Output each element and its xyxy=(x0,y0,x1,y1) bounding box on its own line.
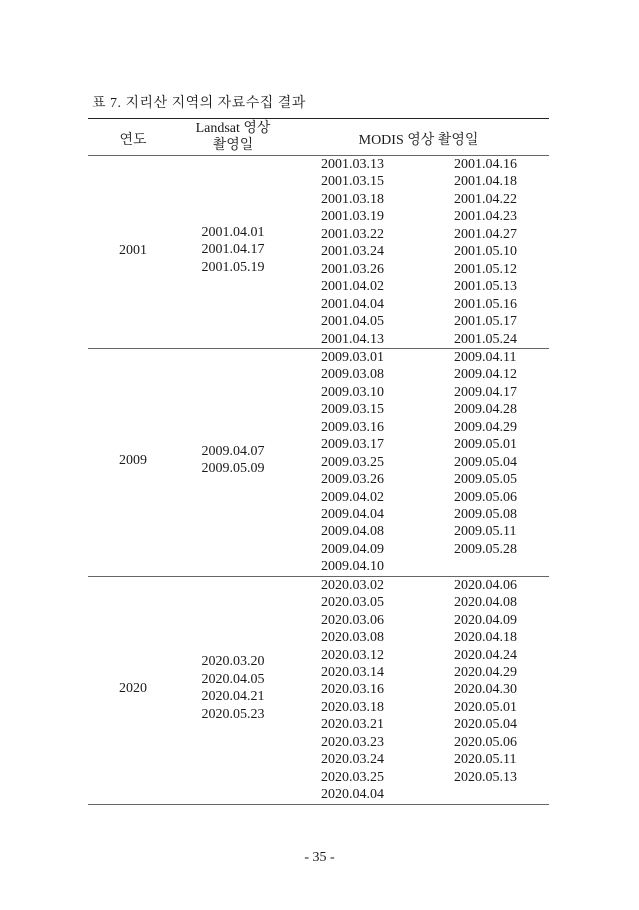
modis-date: 2001.04.23 xyxy=(454,209,517,225)
modis-date: 2009.04.04 xyxy=(321,506,384,522)
modis-row xyxy=(88,716,549,733)
modis-date: 2001.04.18 xyxy=(454,174,517,190)
modis-date: 2001.04.05 xyxy=(321,314,384,330)
modis-date: 2001.05.10 xyxy=(454,244,517,260)
modis-date: 2020.03.24 xyxy=(321,752,384,768)
modis-date: 2001.03.26 xyxy=(321,261,384,277)
modis-date: 2020.03.21 xyxy=(321,717,384,733)
modis-date: 2009.05.04 xyxy=(454,454,517,470)
modis-date: 2001.03.13 xyxy=(321,157,384,172)
modis-date: 2001.05.17 xyxy=(454,314,517,330)
landsat-date: 2020.05.23 xyxy=(201,706,265,722)
year-group-2009 xyxy=(88,349,549,576)
modis-row xyxy=(88,349,549,366)
table-header xyxy=(88,119,549,155)
landsat-date: 2001.04.01 xyxy=(201,224,265,240)
modis-row xyxy=(88,699,549,716)
modis-row xyxy=(88,191,549,208)
modis-row xyxy=(88,681,549,698)
modis-row xyxy=(88,384,549,401)
modis-date: 2001.03.15 xyxy=(321,174,384,190)
modis-date: 2009.03.16 xyxy=(321,419,384,435)
modis-date: 2009.04.12 xyxy=(454,367,517,383)
modis-row xyxy=(88,664,549,681)
modis-row xyxy=(88,489,549,506)
modis-date: 2020.03.14 xyxy=(321,665,384,681)
modis-date: 2020.05.11 xyxy=(454,752,517,768)
landsat-date: 2020.04.21 xyxy=(201,689,265,705)
landsat-date: 2009.04.07 xyxy=(201,443,265,459)
year-cell: 2020 xyxy=(119,681,147,697)
modis-date: 2001.03.19 xyxy=(321,209,384,225)
modis-date: 2020.03.16 xyxy=(321,682,384,698)
modis-row xyxy=(88,208,549,225)
modis-date: 2009.05.11 xyxy=(454,524,517,540)
year-cell: 2009 xyxy=(119,453,147,469)
modis-date: 2009.04.02 xyxy=(321,489,384,505)
modis-date: 2001.05.16 xyxy=(454,296,517,312)
modis-date: 2009.04.29 xyxy=(454,419,517,435)
modis-date: 2020.05.04 xyxy=(454,717,517,733)
modis-date: 2020.05.06 xyxy=(454,734,517,750)
modis-date: 2020.05.13 xyxy=(454,769,517,785)
modis-date: 2020.04.18 xyxy=(454,630,517,646)
modis-row xyxy=(88,454,549,471)
modis-row xyxy=(88,471,549,488)
modis-date: 2009.03.17 xyxy=(321,437,384,453)
landsat-date: 2009.05.09 xyxy=(201,461,265,477)
modis-row xyxy=(88,261,549,278)
modis-row xyxy=(88,541,549,558)
modis-row xyxy=(88,331,549,348)
landsat-date: 2020.04.05 xyxy=(201,671,265,687)
group-rule xyxy=(88,804,549,805)
modis-row xyxy=(88,751,549,768)
modis-date: 2020.03.05 xyxy=(321,595,384,611)
table-body xyxy=(88,156,549,805)
modis-date: 2001.03.22 xyxy=(321,226,384,242)
modis-date: 2020.03.23 xyxy=(321,734,384,750)
modis-row xyxy=(88,506,549,523)
header-year: 연도 xyxy=(119,133,147,148)
data-table xyxy=(88,118,549,805)
modis-row xyxy=(88,419,549,436)
landsat-date: 2001.04.17 xyxy=(201,242,265,258)
modis-date: 2020.04.24 xyxy=(454,647,517,663)
modis-date: 2009.03.10 xyxy=(321,384,384,400)
modis-row xyxy=(88,523,549,540)
modis-date: 2001.04.22 xyxy=(454,191,517,207)
modis-row xyxy=(88,173,549,190)
modis-date: 2020.03.12 xyxy=(321,647,384,663)
modis-date: 2020.04.30 xyxy=(454,682,517,698)
modis-date: 2009.03.08 xyxy=(321,367,384,383)
modis-date: 2009.05.05 xyxy=(454,472,517,488)
modis-date: 2009.04.10 xyxy=(321,559,384,575)
modis-date: 2009.03.26 xyxy=(321,472,384,488)
modis-date: 2001.04.27 xyxy=(454,226,517,242)
modis-row xyxy=(88,436,549,453)
modis-date: 2020.04.08 xyxy=(454,595,517,611)
modis-date: 2009.05.01 xyxy=(454,437,517,453)
modis-date: 2009.04.08 xyxy=(321,524,384,540)
header-landsat-line1: Landsat 영상 xyxy=(195,121,271,136)
modis-date: 2009.04.09 xyxy=(321,541,384,557)
modis-row xyxy=(88,278,549,295)
modis-date: 2001.03.24 xyxy=(321,244,384,260)
modis-row xyxy=(88,647,549,664)
modis-date: 2001.03.18 xyxy=(321,191,384,207)
modis-date: 2020.03.18 xyxy=(321,699,384,715)
modis-row xyxy=(88,769,549,786)
modis-row xyxy=(88,366,549,383)
page-number: - 35 - xyxy=(304,850,335,865)
modis-row xyxy=(88,156,549,173)
year-group-2001 xyxy=(88,156,549,348)
modis-date: 2020.03.02 xyxy=(321,577,384,593)
modis-date: 2009.05.28 xyxy=(454,541,517,557)
modis-row xyxy=(88,629,549,646)
modis-date: 2001.05.24 xyxy=(454,331,517,347)
modis-date: 2009.03.15 xyxy=(321,402,384,418)
header-landsat-line2: 촬영일 xyxy=(212,138,254,153)
modis-row xyxy=(88,594,549,611)
modis-date: 2020.04.06 xyxy=(454,577,517,593)
modis-date: 2020.05.01 xyxy=(454,699,517,715)
landsat-date: 2020.03.20 xyxy=(201,654,265,670)
year-cell: 2001 xyxy=(119,242,147,258)
modis-date: 2020.03.25 xyxy=(321,769,384,785)
modis-date: 2001.04.16 xyxy=(454,157,517,172)
modis-row xyxy=(88,734,549,751)
modis-date: 2009.03.25 xyxy=(321,454,384,470)
modis-row xyxy=(88,401,549,418)
modis-row xyxy=(88,612,549,629)
modis-date: 2020.04.29 xyxy=(454,665,517,681)
header-modis: MODIS 영상 촬영일 xyxy=(358,133,479,148)
modis-date: 2001.04.02 xyxy=(321,279,384,295)
modis-row xyxy=(88,243,549,260)
landsat-date: 2001.05.19 xyxy=(201,259,265,275)
table-caption: 표 7. 지리산 지역의 자료수집 결과 xyxy=(92,96,306,111)
modis-date: 2001.04.04 xyxy=(321,296,384,312)
modis-date: 2020.04.04 xyxy=(321,787,384,803)
modis-date: 2009.04.17 xyxy=(454,384,517,400)
modis-date: 2020.03.06 xyxy=(321,612,384,628)
modis-date: 2009.05.06 xyxy=(454,489,517,505)
modis-date: 2001.04.13 xyxy=(321,331,384,347)
header-landsat xyxy=(178,120,288,154)
modis-row xyxy=(88,226,549,243)
modis-date: 2009.04.11 xyxy=(454,349,517,365)
modis-row xyxy=(88,558,549,575)
modis-date: 2020.03.08 xyxy=(321,630,384,646)
modis-row xyxy=(88,313,549,330)
modis-row xyxy=(88,296,549,313)
modis-date: 2009.03.01 xyxy=(321,349,384,365)
modis-date: 2009.04.28 xyxy=(454,402,517,418)
modis-date: 2009.05.08 xyxy=(454,506,517,522)
modis-date: 2001.05.12 xyxy=(454,261,517,277)
modis-row xyxy=(88,577,549,594)
modis-row xyxy=(88,786,549,803)
year-group-2020 xyxy=(88,577,549,804)
modis-date: 2020.04.09 xyxy=(454,612,517,628)
modis-date: 2001.05.13 xyxy=(454,279,517,295)
